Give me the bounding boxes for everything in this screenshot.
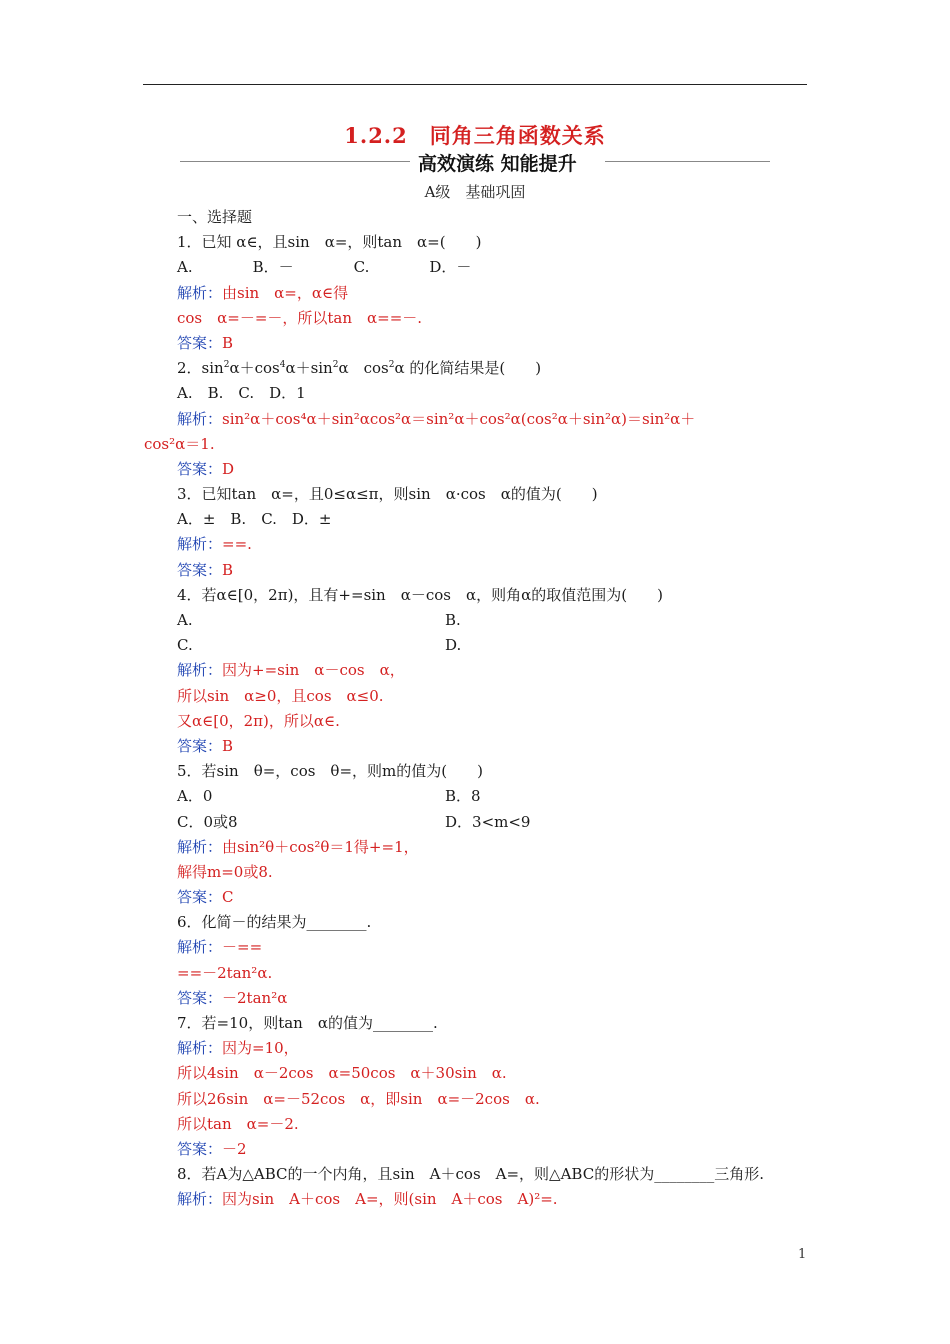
solution-label: 解析： <box>177 283 223 302</box>
q5-stem: 5．若sin θ=，cos θ=，则m的值为( ) <box>177 762 483 781</box>
subtitle-banner <box>180 149 770 175</box>
q1-options: A. B．－ C. D．－ <box>177 258 472 277</box>
q7-answer: 答案：－2 <box>177 1139 247 1158</box>
subtitle-line-left <box>180 161 410 162</box>
q6-solution-2: ==－2tan²α. <box>177 963 273 982</box>
q8-stem: 8．若A为△ABC的一个内角，且sin A＋cos A=，则△ABC的形状为________三角形. <box>177 1165 764 1184</box>
subtitle: 高效演练 知能提升 <box>418 153 577 175</box>
q5-solution-1: 解析：由sin²θ＋cos²θ＝1得+=1， <box>177 837 419 856</box>
q6-solution-1: 解析：－== <box>177 938 263 957</box>
q4-answer: 答案：B <box>177 736 234 755</box>
q5-options-row-1: A．0 B．8 <box>177 787 481 806</box>
q7-solution-3: 所以26sin α=－52cos α，即sin α=－2cos α. <box>177 1089 540 1108</box>
q2-solution-2: cos²α＝1. <box>144 434 215 453</box>
q1-solution-2: cos α=－=－，所以tan α==－. <box>177 308 423 327</box>
level-heading: A级 基础巩固 <box>424 183 526 201</box>
q4-stem: 4．若α∈[0，2π)，且有+=sin α－cos α，则角α的取值范围为( ) <box>177 585 663 604</box>
q4-options-row-2: C. D. <box>177 636 462 655</box>
q1-answer: 答案：B <box>177 333 234 352</box>
q4-options-row-1: A. B. <box>177 611 461 629</box>
section-heading: 一、选择题 <box>177 208 253 226</box>
q2-stem: 2．$\sin^2\alpha+\cos^4\alpha+\sin^2\alpha$ $\cos^2\alpha$ 的化简结果是( ) <box>177 359 542 378</box>
q2-options: A. B. C. D．1 <box>177 384 306 403</box>
q3-options: A．± B. C. D．± <box>177 510 332 529</box>
q3-stem: 3．已知tan α=，且0≤α≤π，则sin α·cos α的值为( ) <box>177 485 598 504</box>
q7-stem: 7．若=10，则tan α的值为________. <box>177 1014 438 1032</box>
q5-answer: 答案：C <box>177 888 234 907</box>
q6-answer: 答案：－2tan²α <box>177 988 288 1007</box>
page-number: 1 <box>798 1247 807 1262</box>
q4-solution-2: 所以sin α≥0，且cos α≤0. <box>177 686 384 705</box>
q5-solution-2: 解得m=0或8. <box>177 862 273 881</box>
q2-solution-1: 解析：sin²α＋cos⁴α＋sin²αcos²α＝sin²α＋cos²α(cos²α＋sin²α)＝sin²α＋ <box>177 409 696 428</box>
q3-solution-1: 解析：==. <box>177 535 252 554</box>
page-title: 1.2.2 同角三角函数关系 <box>344 123 606 148</box>
q4-solution-3: 又α∈[0，2π)，所以α∈. <box>177 711 340 730</box>
q6-stem: 6．化简－的结果为________. <box>177 913 372 932</box>
q7-solution-4: 所以tan α=－2. <box>177 1114 299 1133</box>
q1-stem: 1．已知 α∈，且sin α=，则tan α=( ) <box>177 233 482 252</box>
q5-options-row-2: C．0或8 D．3<m<9 <box>177 812 531 831</box>
q7-solution-1: 解析：因为=10， <box>177 1039 299 1058</box>
q7-solution-2: 所以4sin α－2cos α=50cos α＋30sin α. <box>177 1064 507 1083</box>
subtitle-line-right <box>605 161 770 162</box>
q4-solution-1: 解析：因为+=sin α－cos α， <box>177 661 405 680</box>
q1-solution-1: 解析：由sin α=，α∈得 <box>177 283 349 302</box>
exercise-content <box>144 205 814 1213</box>
q3-answer: 答案：B <box>177 560 234 579</box>
q2-answer: 答案：D <box>177 459 235 478</box>
header-rule <box>143 84 807 85</box>
q8-solution-1: 解析：因为sin A＋cos A=，则(sin A＋cos A)²=. <box>177 1190 558 1209</box>
